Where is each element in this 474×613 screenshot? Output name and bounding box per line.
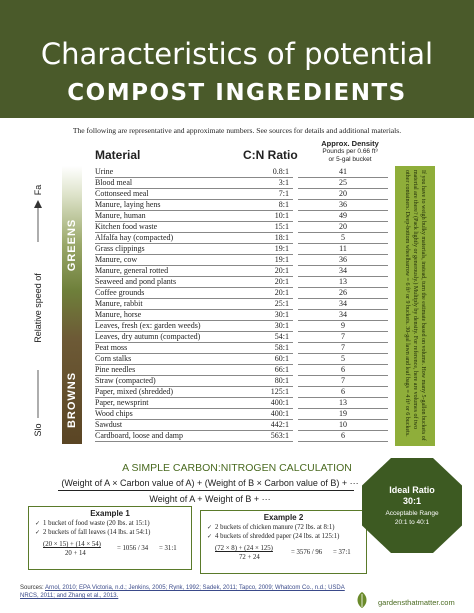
example1-calc-mid: = 1056 / 34: [117, 545, 149, 552]
example1-item2: ✓ 2 buckets of fall leaves (14 lbs. at 54:1): [35, 529, 150, 536]
cn-ratio-cell: 15:1: [274, 222, 289, 231]
density-cell: 5: [298, 353, 388, 365]
material-cell: Paper, newsprint: [95, 397, 293, 409]
example2-calc-mid: = 3576 / 96: [291, 549, 323, 556]
formula-numerator: (Weight of A × Carbon value of A) + (Weight of B × Carbon value of B) + ···: [61, 478, 359, 488]
formula-divider: [58, 490, 354, 491]
cn-ratio-cell: 25:1: [274, 299, 289, 308]
density-cell: 20: [298, 221, 388, 233]
material-cell: Peat moss: [95, 342, 293, 354]
cn-ratio-cell: 58:1: [274, 343, 289, 352]
material-cell: Manure, horse: [95, 309, 293, 321]
cn-ratio-cell: 10:1: [274, 211, 289, 220]
example2-calc-numerator: (72 × 8) + (24 × 125): [215, 545, 273, 552]
slow-label: Slo: [33, 423, 43, 437]
cn-ratio-cell: 80:1: [274, 376, 289, 385]
material-cell: Manure, human: [95, 210, 293, 222]
cn-ratio-cell: 30:1: [274, 310, 289, 319]
cn-ratio-cell: 400:1: [270, 409, 289, 418]
density-cell: 7: [298, 331, 388, 343]
density-cell: 19: [298, 408, 388, 420]
example1-calc-numerator: (20 × 15) + (14 × 54): [43, 541, 101, 548]
material-cell: Seaweed and pond plants: [95, 276, 293, 288]
material-cell: Straw (compacted): [95, 375, 293, 387]
cn-ratio-cell: 54:1: [274, 332, 289, 341]
density-cell: 41: [298, 166, 388, 178]
example1-box: [28, 506, 192, 570]
material-cell: Leaves, fresh (ex: garden weeds): [95, 320, 293, 332]
material-cell: Blood meal: [95, 177, 293, 189]
density-cell: 6: [298, 364, 388, 376]
material-cell: Cottonseed meal: [95, 188, 293, 200]
greens-label: GREENS: [66, 218, 78, 272]
column-header-material: Material: [95, 148, 141, 162]
subtitle: The following are representative and approximate numbers. See sources for details and additional materials.: [72, 126, 402, 135]
material-cell: Manure, laying hens: [95, 199, 293, 211]
fast-label: Fa: [33, 184, 43, 196]
density-cell: 7: [298, 375, 388, 387]
example1-title: Example 1: [90, 509, 130, 518]
density-cell: 9: [298, 320, 388, 332]
cn-ratio-cell: 30:1: [274, 321, 289, 330]
density-cell: 34: [298, 309, 388, 321]
sources-note: [20, 584, 350, 600]
density-cell: 6: [298, 430, 388, 442]
column-header-density: Approx. Density: [321, 139, 379, 148]
example1-item1: ✓ 1 bucket of food waste (20 lbs. at 15:1): [35, 520, 150, 527]
material-cell: Leaves, dry autumn (compacted): [95, 331, 293, 343]
cn-ratio-cell: 18:1: [274, 233, 289, 242]
cn-ratio-cell: 20:1: [274, 277, 289, 286]
material-cell: Manure, rabbit: [95, 298, 293, 310]
sources-refs[interactable]: Arnol, 2010; EPA Victoria, n.d.; Jenkins, 2005; Rynk, 1992; Sadek, 2011; Tapco, 2009; Whatcom Co., n.d.; USDA NRCS, 2011; and Zhang et al., 2013.: [20, 585, 345, 599]
density-cell: 20: [298, 188, 388, 200]
volume-note-text: If you have to weigh bulky materials, instead, turn the estimate based on volume. How many 5-gallon buckets of material are there? (Pack lightly or generously.) Multiply by density. For reference, here are volumes of two other containers: Deep-bottom wheelbarrow = 6 ft³ or 9 buckets. 30-gal lawn and leaf bags = 4 ft³ or 6 buckets.: [404, 170, 426, 441]
density-cell: 10: [298, 419, 388, 431]
ideal-ratio-title: Ideal Ratio: [389, 485, 435, 495]
cn-ratio-cell: 8:1: [278, 200, 289, 209]
density-cell: 25: [298, 177, 388, 189]
density-cell: 34: [298, 265, 388, 277]
example1-calc-denominator: 20 + 14: [65, 550, 86, 557]
example2-calc-denominator: 72 + 24: [239, 554, 260, 561]
material-cell: Sawdust: [95, 419, 293, 431]
example2-calc-result: = 37:1: [333, 549, 351, 556]
column-header-density-sub1: Pounds per 0.66 ft³: [322, 148, 378, 155]
material-cell: Urine: [95, 166, 293, 178]
browns-label: BROWNS: [66, 371, 78, 429]
material-cell: Coffee grounds: [95, 287, 293, 299]
cn-ratio-cell: 0.8:1: [272, 167, 289, 176]
cn-ratio-cell: 442:1: [270, 420, 289, 429]
density-cell: 36: [298, 199, 388, 211]
sources-prefix: Sources:: [20, 585, 46, 591]
cn-ratio-cell: 20:1: [274, 288, 289, 297]
cn-ratio-cell: 7:1: [278, 189, 289, 198]
material-cell: Manure, cow: [95, 254, 293, 266]
material-cell: Manure, general rotted: [95, 265, 293, 277]
site-url[interactable]: gardensthatmatter.com: [378, 598, 455, 607]
material-cell: Kitchen food waste: [95, 221, 293, 233]
density-cell: 7: [298, 342, 388, 354]
example1-calc-result: = 31:1: [159, 545, 177, 552]
volume-note-box: [395, 166, 435, 446]
material-cell: Pine needles: [95, 364, 293, 376]
material-cell: Alfalfa hay (compacted): [95, 232, 293, 244]
cn-ratio-cell: 400:1: [270, 398, 289, 407]
density-cell: 11: [298, 243, 388, 255]
cn-ratio-cell: 3:1: [278, 178, 289, 187]
acceptable-range-value: 20:1 to 40:1: [394, 519, 430, 526]
density-cell: 13: [298, 397, 388, 409]
cn-ratio-cell: 19:1: [274, 255, 289, 264]
material-cell: Cardboard, loose and damp: [95, 430, 293, 442]
density-cell: 6: [298, 386, 388, 398]
example2-title: Example 2: [263, 513, 304, 522]
example2-box: [200, 510, 367, 574]
density-cell: 13: [298, 276, 388, 288]
density-cell: 26: [298, 287, 388, 299]
column-header-cn-ratio: C:N Ratio: [243, 148, 298, 162]
material-cell: Grass clippings: [95, 243, 293, 255]
title-line1: Characteristics of potential: [40, 37, 434, 71]
material-cell: Paper, mixed (shredded): [95, 386, 293, 398]
cn-ratio-cell: 125:1: [270, 387, 289, 396]
cn-ratio-cell: 563:1: [270, 431, 289, 440]
density-cell: 49: [298, 210, 388, 222]
acceptable-range-label: Acceptable Range: [385, 510, 439, 517]
density-cell: 34: [298, 298, 388, 310]
leaf-logo-icon: [352, 590, 372, 610]
density-cell: 36: [298, 254, 388, 266]
cn-ratio-cell: 20:1: [274, 266, 289, 275]
formula-denominator: Weight of A + Weight of B + ···: [149, 494, 271, 504]
relative-speed-label: Relative speed of: [33, 272, 43, 343]
ideal-ratio-value: 30:1: [402, 496, 421, 506]
cn-ratio-cell: 19:1: [274, 244, 289, 253]
column-header-density-sub2: or 5-gal bucket: [328, 156, 372, 163]
calculation-title: A SIMPLE CARBON:NITROGEN CALCULATION: [122, 462, 352, 474]
cn-ratio-cell: 66:1: [274, 365, 289, 374]
density-cell: 5: [298, 232, 388, 244]
material-cell: Wood chips: [95, 408, 293, 420]
title-line2: COMPOST INGREDIENTS: [67, 80, 407, 106]
material-cell: Corn stalks: [95, 353, 293, 365]
example2-item1: ✓ 2 buckets of chicken manure (72 lbs. at 8:1): [207, 524, 335, 531]
example2-item2: ✓ 4 buckets of shredded paper (24 lbs. at 125:1): [207, 533, 339, 540]
cn-ratio-cell: 60:1: [274, 354, 289, 363]
